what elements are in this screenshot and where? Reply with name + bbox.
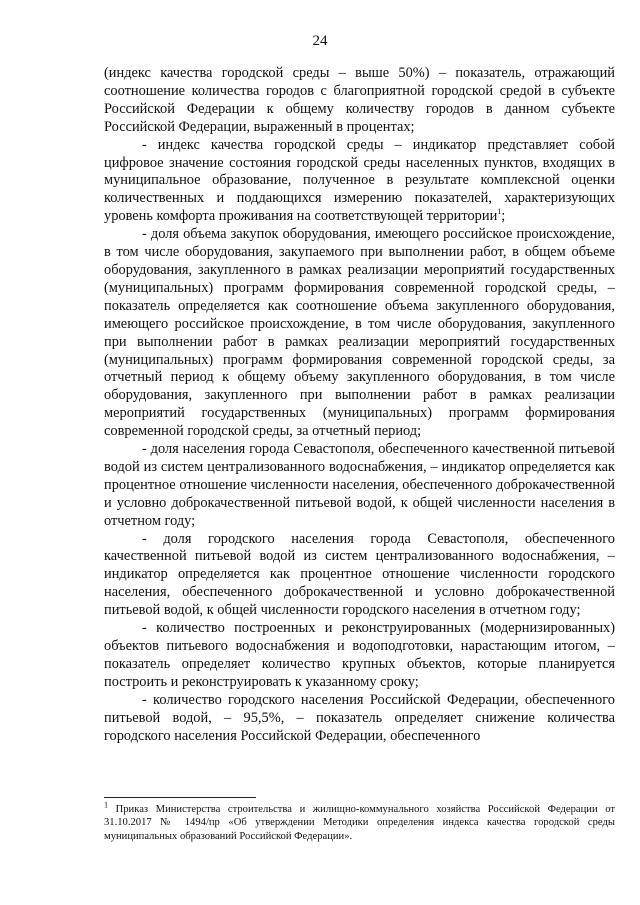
- paragraph-urban-population-count: - количество городского населения Российской Федерации, обеспеченного питьевой водой, – 95,5%, – показатель определяет снижение количества городского населения Российской Федерации, обеспеченного: [104, 691, 615, 744]
- footnote-separator: [104, 797, 256, 798]
- paragraph-population-water: - доля населения города Севастополя, обеспеченного качественной питьевой водой из систем централизованного водоснабжения, – индикатор определяется как процентное отношение численности населения, обеспеченного доброкачественной и условно доброкачественной питьевой водой, к общей численности населения в отчетном году;: [104, 441, 615, 529]
- footnote-reference: 1: [497, 207, 502, 217]
- paragraph-water-facilities: - количество построенных и реконструированных (модернизированных) объектов питьевого водоснабжения и водоподготовки, нарастающим итогом, – показатель определяет количество крупных объектов, которые планируется построить и реконструировать к указанному сроку;: [104, 620, 615, 690]
- paragraph-urban-population-water: - доля городского населения города Севастополя, обеспеченного качественной питьевой водой из систем централизованного водоснабжения, – индикатор определяется как процентное отношение численности городского населения, обеспеченного доброкачественной и условно доброкачественной питьевой водой, к общей численности городского населения в отчетном году;: [104, 530, 615, 619]
- paragraph-equipment-share: - доля объема закупок оборудования, имеющего российское происхождение, в том числе оборудования, закупаемого при выполнении работ, в общем объеме оборудования, закупленного в рамках реализации мероприятий государственных (муниципальных) программ формирования современной городской среды, – показатель определяется как соотношение объема закупленного оборудования, имеющего российское происхождение, в том числе оборудования, закупленного при выполнении работ в рамках реализации мероприятий государственных (муниципальных) программ формирования современной городской среды, за отчетный период к общему объему закупленного оборудования, в том числе оборудования, закупленного при выполнении работ в рамках реализации мероприятий государственных (муниципальных) программ формирования современной городской среды, за отчетный период;: [104, 226, 615, 440]
- paragraph-continuation: (индекс качества городской среды – выше 50%) – показатель, отражающий соотношение количества городов с благоприятной городской средой в субъекте Российской Федерации к общему количеству городов в данном субъекте Российской Федерации, выраженный в процентах;: [104, 65, 615, 135]
- footnote: [104, 800, 615, 843]
- document-body: [104, 65, 615, 745]
- footnote-text: Приказ Министерства строительства и жилищно-коммунального хозяйства Российской Федерации от 31.10.2017 № 1494/пр «Об утверждении Методики определения индекса качества городской среды муниципальных образований Российской Федерации».: [104, 804, 615, 842]
- page-number: 24: [312, 33, 328, 49]
- paragraph-urban-quality-index: [104, 137, 615, 227]
- paragraph-tail: ;: [501, 208, 506, 225]
- footnote-marker: 1: [104, 800, 108, 810]
- paragraph-text: - индекс качества городской среды – индикатор представляет собой цифровое значение состояния городской среды населенных пунктов, входящих в муниципальное образование, полученное в результате комплексной оценки количественных и поддающихся измерению показателей, характеризующих уровень комфорта проживания на соответствующей территории: [104, 136, 615, 225]
